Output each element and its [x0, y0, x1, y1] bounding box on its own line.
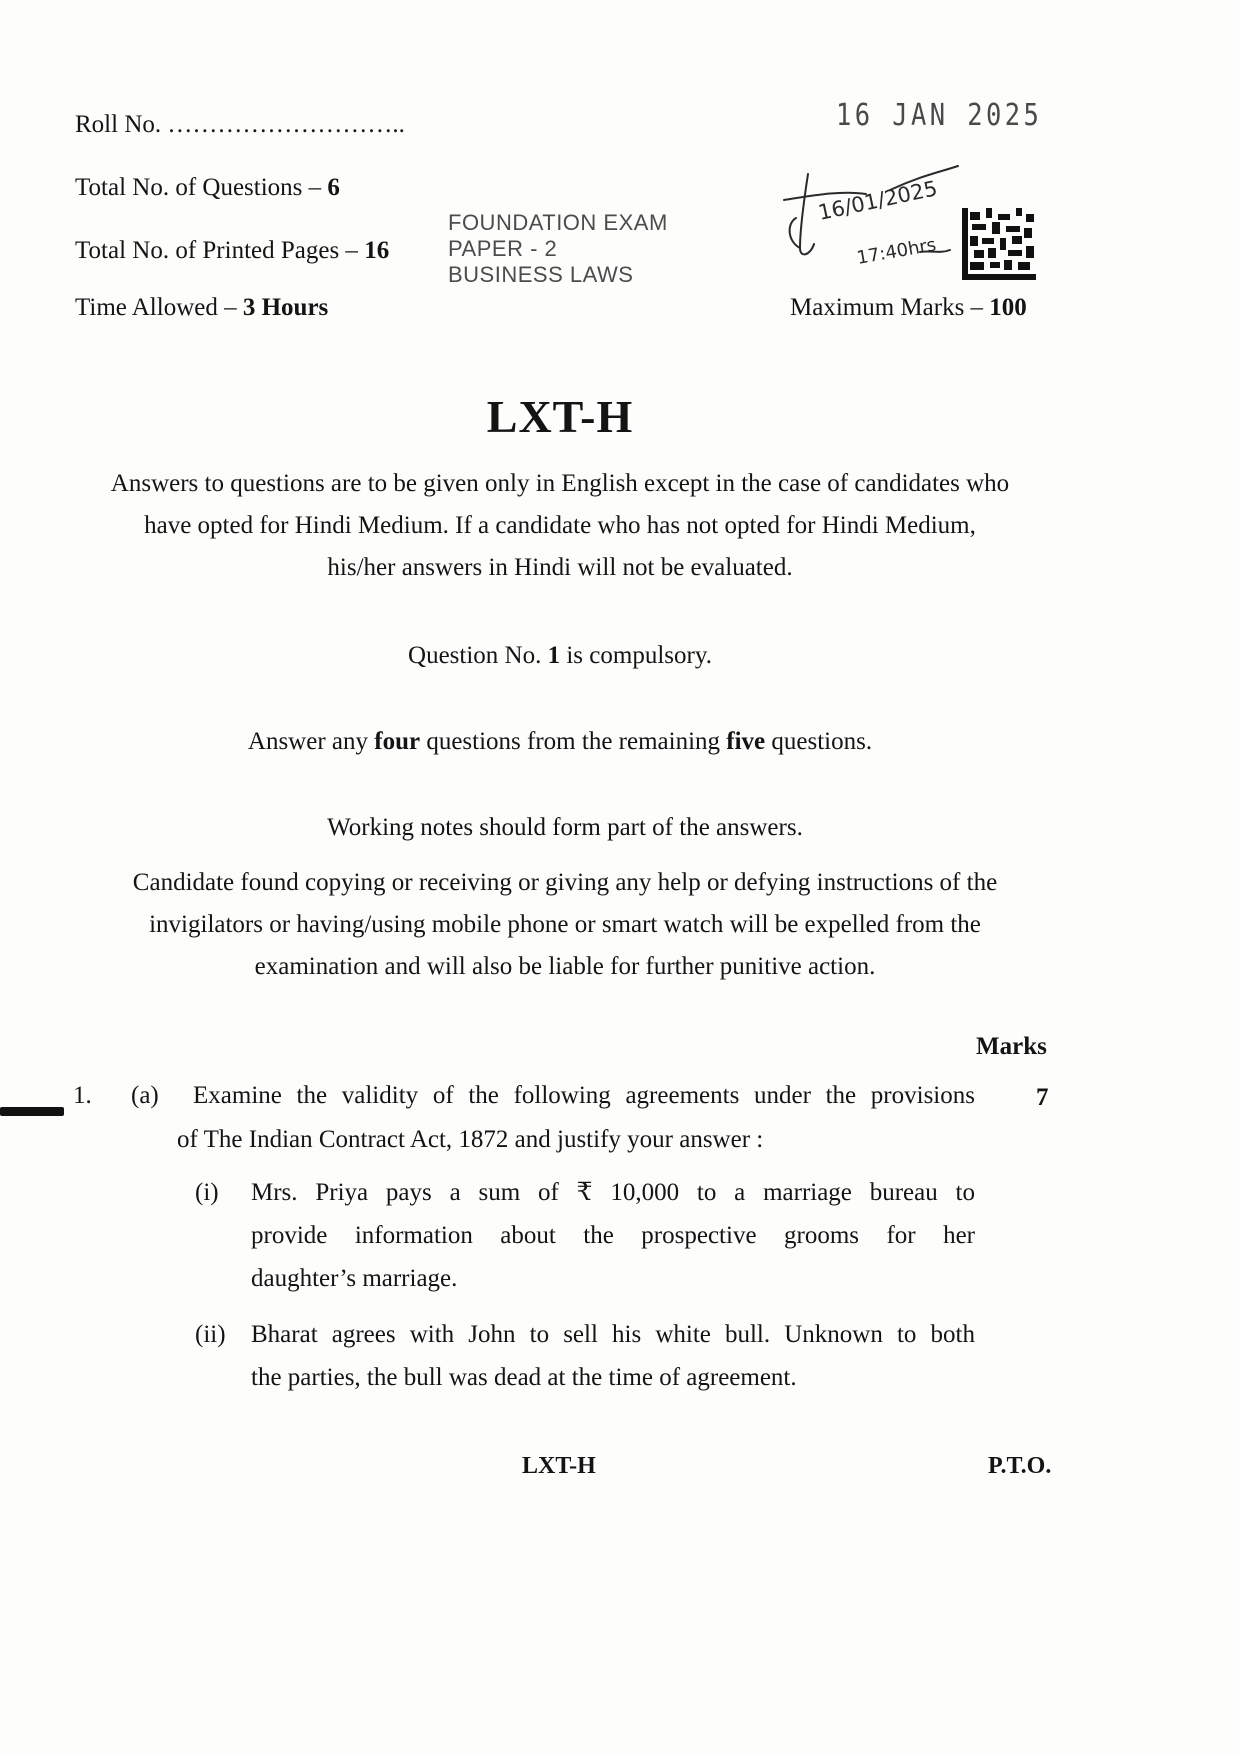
medium-instruction-line3: his/her answers in Hindi will not be evaluated.	[327, 554, 793, 581]
margin-mark	[0, 1107, 64, 1116]
question-number: 1.	[73, 1082, 92, 1109]
item-ii-label: (ii)	[195, 1321, 226, 1348]
answer-four: four	[374, 728, 421, 755]
exam-stamp-line3: BUSINESS LAWS	[448, 262, 634, 287]
date-stamp: 16 JAN 2025	[836, 98, 1043, 133]
answer-post: questions.	[765, 728, 873, 755]
compulsory-post: is compulsory.	[560, 642, 712, 669]
answer-instruction	[0, 721, 1120, 763]
total-questions-value: 6	[327, 174, 340, 201]
total-questions	[75, 174, 340, 202]
paper-code-title: LXT-H	[486, 391, 634, 442]
total-pages-label: Total No. of Printed Pages –	[75, 237, 365, 264]
data-matrix-code	[962, 208, 1036, 280]
copying-instruction-line2: invigilators or having/using mobile phone or smart watch will be expelled from the	[149, 911, 981, 938]
compulsory-instruction	[0, 635, 1120, 677]
part-a-label: (a)	[131, 1082, 159, 1109]
compulsory-num: 1	[547, 642, 561, 669]
answer-pre: Answer any	[247, 728, 375, 755]
total-pages-value: 16	[364, 237, 390, 264]
maximum-marks-value: 100	[989, 294, 1027, 321]
total-pages	[75, 237, 389, 265]
copying-instruction-line3: examination and will also be liable for further punitive action.	[254, 953, 876, 980]
medium-instruction-line1: Answers to questions are to be given only in English except in the case of candidates who	[110, 470, 1010, 497]
signature-date: 16/01/2025	[816, 176, 940, 225]
footer-pto: P.T.O.	[988, 1453, 1052, 1479]
maximum-marks-label: Maximum Marks –	[790, 294, 990, 321]
exam-stamp	[448, 210, 668, 288]
item-ii-line2: the parties, the bull was dead at the time of agreement.	[251, 1364, 797, 1391]
part-a-line2: of The Indian Contract Act, 1872 and justify your answer :	[177, 1126, 764, 1153]
time-allowed-value: 3 Hours	[242, 294, 329, 321]
item-i-line2: provide information about the prospective grooms for her	[251, 1222, 975, 1249]
roll-no: Roll No. ………………………..	[75, 111, 405, 138]
answer-mid: questions from the remaining	[420, 728, 727, 755]
footer-paper-code: LXT-H	[522, 1453, 596, 1479]
copying-instruction-line1: Candidate found copying or receiving or giving any help or defying instructions of the	[132, 869, 998, 896]
item-i-line1: Mrs. Priya pays a sum of ₹ 10,000 to a marriage bureau to	[251, 1179, 975, 1206]
medium-instruction-line2: have opted for Hindi Medium. If a candidate who has not opted for Hindi Medium,	[144, 512, 976, 539]
part-a-line1: Examine the validity of the following agreements under the provisions	[193, 1082, 975, 1109]
exam-stamp-line1: FOUNDATION EXAM	[448, 210, 668, 235]
signature-time: 17:40hrs	[855, 234, 938, 269]
item-i-label: (i)	[195, 1179, 219, 1206]
maximum-marks	[790, 294, 1027, 322]
compulsory-pre: Question No.	[408, 642, 548, 669]
medium-instruction	[0, 463, 1120, 589]
marks-heading: Marks	[976, 1033, 1047, 1060]
time-allowed	[75, 294, 328, 322]
answer-five: five	[726, 728, 766, 755]
handwritten-signature	[770, 160, 970, 278]
item-ii-line1: Bharat agrees with John to sell his white bull. Unknown to both	[251, 1321, 975, 1348]
working-notes-instruction: Working notes should form part of the answers.	[327, 814, 803, 841]
total-questions-label: Total No. of Questions –	[75, 174, 328, 201]
item-i-line3: daughter’s marriage.	[251, 1265, 458, 1292]
time-allowed-label: Time Allowed –	[75, 294, 243, 321]
part-a-marks: 7	[1036, 1084, 1049, 1111]
copying-instruction	[0, 862, 1130, 988]
exam-stamp-line2: PAPER - 2	[448, 236, 558, 261]
